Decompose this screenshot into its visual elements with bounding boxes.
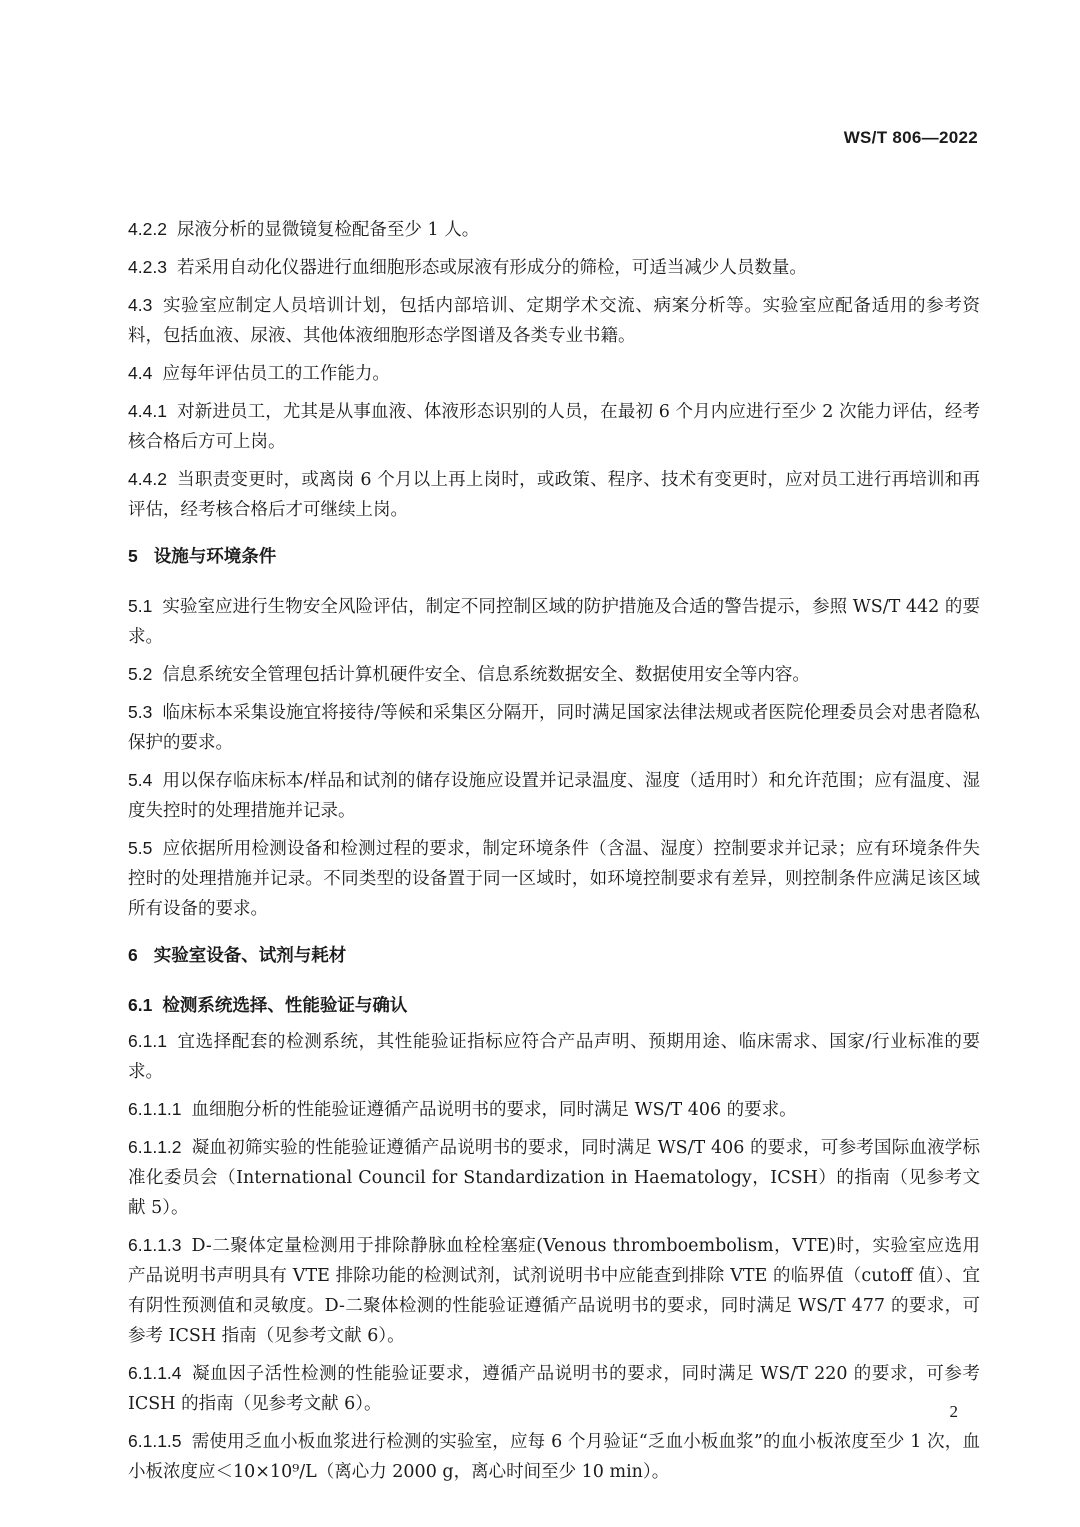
clause-number: 6.1 bbox=[128, 995, 153, 1015]
clause-number: 5.2 bbox=[128, 664, 153, 684]
clause-text: 临床标本采集设施宜将接待/等候和采集区分隔开，同时满足国家法律法规或者医院伦理委员会对患者隐私保护的要求。 bbox=[128, 703, 980, 753]
clause-paragraph bbox=[128, 290, 980, 351]
clause-paragraph bbox=[128, 1132, 980, 1223]
clause-text: 用以保存临床标本/样品和试剂的储存设施应设置并记录温度、湿度（适用时）和允许范围；应有温度、湿度失控时的处理措施并记录。 bbox=[128, 771, 980, 821]
clause-number: 6.1.1.3 bbox=[128, 1235, 182, 1255]
clause-paragraph bbox=[128, 1358, 980, 1419]
clause-text: 宜选择配套的检测系统，其性能验证指标应符合产品声明、预期用途、临床需求、国家/行业标准的要求。 bbox=[128, 1032, 980, 1082]
clause-text: 应依据所用检测设备和检测过程的要求，制定环境条件（含温、湿度）控制要求并记录；应有环境条件失控时的处理措施并记录。不同类型的设备置于同一区域时，如环境控制要求有差异，则控制条件应满足该区域所有设备的要求。 bbox=[128, 839, 980, 919]
clause-text: 凝血因子活性检测的性能验证要求，遵循产品说明书的要求，同时满足 WS/T 220 的要求，可参考 ICSH 的指南（见参考文献 6）。 bbox=[128, 1364, 980, 1414]
clause-number: 6.1.1.1 bbox=[128, 1099, 182, 1119]
clause-text: 需使用乏血小板血浆进行检测的实验室，应每 6 个月验证“乏血小板血浆”的血小板浓度至少 1 次，血小板浓度应＜10×10⁹/L（离心力 2000 g，离心时间至少 10 min）。 bbox=[128, 1432, 980, 1482]
clause-text: 实验室应进行生物安全风险评估，制定不同控制区域的防护措施及合适的警告提示，参照 WS/T 442 的要求。 bbox=[128, 597, 980, 647]
clause-number: 5 bbox=[128, 546, 138, 566]
clause-text: 当职责变更时，或离岗 6 个月以上再上岗时，或政策、程序、技术有变更时，应对员工进行再培训和再评估，经考核合格后才可继续上岗。 bbox=[128, 470, 980, 520]
clause-number: 4.2.2 bbox=[128, 219, 167, 239]
clause-text: 检测系统选择、性能验证与确认 bbox=[162, 995, 408, 1015]
clause-number: 4.4.2 bbox=[128, 469, 167, 489]
clause-paragraph bbox=[128, 1094, 980, 1125]
clause-paragraph bbox=[128, 659, 980, 690]
clause-paragraph bbox=[128, 833, 980, 924]
clause-number: 5.5 bbox=[128, 838, 153, 858]
clause-paragraph bbox=[128, 214, 980, 245]
clause-paragraph bbox=[128, 765, 980, 826]
clause-text: 尿液分析的显微镜复检配备至少 1 人。 bbox=[176, 220, 480, 240]
clause-number: 6.1.1 bbox=[128, 1031, 167, 1051]
clause-number: 6 bbox=[128, 945, 138, 965]
clause-number: 5.3 bbox=[128, 702, 153, 722]
clause-number: 4.4 bbox=[128, 363, 153, 383]
clause-number: 4.3 bbox=[128, 295, 153, 315]
clause-number: 6.1.1.4 bbox=[128, 1363, 182, 1383]
page-number: 2 bbox=[949, 1402, 958, 1421]
clause-paragraph bbox=[128, 252, 980, 283]
clause-paragraph bbox=[128, 591, 980, 652]
clause-paragraph bbox=[128, 358, 980, 389]
clause-number: 5.4 bbox=[128, 770, 153, 790]
clause-text: 若采用自动化仪器进行血细胞形态或尿液有形成分的筛检，可适当减少人员数量。 bbox=[176, 258, 807, 278]
clause-text: 实验室设备、试剂与耗材 bbox=[153, 945, 347, 965]
document-code: WS/T 806—2022 bbox=[843, 128, 978, 147]
section-heading bbox=[128, 541, 980, 571]
clause-text: 凝血初筛实验的性能验证遵循产品说明书的要求，同时满足 WS/T 406 的要求，可参考国际血液学标准化委员会（International Council for Standardization in Haematology，ICSH）的指南（见参考文献 5）。 bbox=[128, 1138, 980, 1218]
clause-text: D-二聚体定量检测用于排除静脉血栓栓塞症(Venous thromboembolism，VTE)时，实验室应选用产品说明书声明具有 VTE 排除功能的检测试剂，试剂说明书中应能查到排除 VTE 的临界值（cutoff 值）、宜有阴性预测值和灵敏度。D-二聚体检测的性能验证遵循产品说明书的要求，同时满足 WS/T 477 的要求，可参考 ICSH 指南（见参考文献 6）。 bbox=[128, 1236, 980, 1346]
clause-text: 对新进员工，尤其是从事血液、体液形态识别的人员，在最初 6 个月内应进行至少 2 次能力评估，经考核合格后方可上岗。 bbox=[128, 402, 980, 452]
clause-text: 实验室应制定人员培训计划，包括内部培训、定期学术交流、病案分析等。实验室应配备适用的参考资料，包括血液、尿液、其他体液细胞形态学图谱及各类专业书籍。 bbox=[128, 296, 980, 346]
clause-paragraph bbox=[128, 1026, 980, 1087]
clause-number: 6.1.1.2 bbox=[128, 1137, 182, 1157]
clause-text: 血细胞分析的性能验证遵循产品说明书的要求，同时满足 WS/T 406 的要求。 bbox=[191, 1100, 797, 1120]
clause-paragraph bbox=[128, 396, 980, 457]
subsection-heading bbox=[128, 990, 980, 1020]
clause-text: 应每年评估员工的工作能力。 bbox=[162, 364, 390, 384]
clause-paragraph bbox=[128, 1426, 980, 1487]
clause-number: 6.1.1.5 bbox=[128, 1431, 182, 1451]
clause-number: 4.2.3 bbox=[128, 257, 167, 277]
section-heading bbox=[128, 940, 980, 970]
document-body bbox=[128, 214, 980, 1494]
clause-number: 5.1 bbox=[128, 596, 153, 616]
clause-text: 设施与环境条件 bbox=[153, 546, 277, 566]
clause-text: 信息系统安全管理包括计算机硬件安全、信息系统数据安全、数据使用安全等内容。 bbox=[162, 665, 810, 685]
clause-number: 4.4.1 bbox=[128, 401, 167, 421]
clause-paragraph bbox=[128, 464, 980, 525]
clause-paragraph bbox=[128, 1230, 980, 1351]
clause-paragraph bbox=[128, 697, 980, 758]
